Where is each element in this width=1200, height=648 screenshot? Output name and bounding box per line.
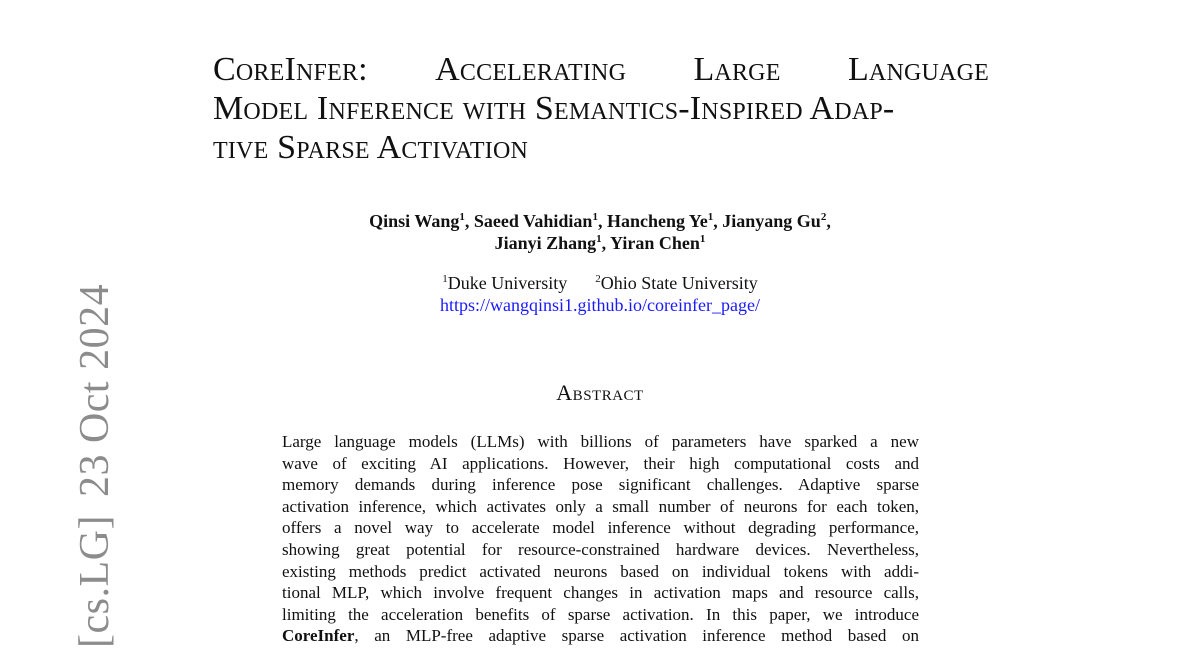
abstract-line: showing great potential for resource-constrained hardware devices. Nevertheless, [282,539,919,559]
paper-title [213,50,993,167]
author: Qinsi Wang$^1$, [369,211,474,231]
author: Yiran Chen$^1$ [610,233,706,253]
abstract-line: activation inference, which activates only a small number of neurons for each token, [282,496,919,516]
author-list [200,210,1000,254]
method-name: CoreInfer [282,626,355,646]
arxiv-stamp-area [26,0,118,648]
affiliations [200,272,1000,316]
abstract-text [282,431,919,647]
title-word: Language [847,51,989,88]
author: Hancheng Ye$^1$, [606,211,723,231]
author: Jianyang Gu$^2$, [722,211,831,231]
arxiv-category: [cs.LG] [72,515,118,648]
abstract-heading: Abstract [556,380,644,405]
author: Saeed Vahidian$^1$, [473,211,607,231]
project-page-link[interactable]: https://wangqinsi1.github.io/coreinfer_page/ [440,295,760,315]
abstract-line: offers a novel way to accelerate model inference without degrading performance, [282,518,919,538]
abstract-line: existing methods predict activated neurons based on individual tokens with addi- [282,561,919,581]
affiliation-line [200,272,1000,294]
abstract-line: CoreInfer, an MLP-free adaptive sparse activation inference method based on [282,626,919,646]
title-word: CoreInfer: [213,51,368,88]
abstract-line: wave of exciting AI applications. However, their high computational costs and [282,453,919,473]
arxiv-date: 23 Oct 2024 [72,283,118,498]
affiliation: $^1$Duke University [442,273,568,293]
affiliation: $^2$Ohio State University [595,273,758,293]
title-line-1 [213,50,989,89]
title-line-2: Model Inference with Semantics-Inspired Adap- [213,90,895,127]
title-word: Accelerating [435,51,627,88]
abstract-line: limiting the acceleration benefits of sparse activation. In this paper, we introduce [282,604,919,624]
author-line-1 [200,210,1000,232]
abstract-line: memory demands during inference pose significant challenges. Adaptive sparse [282,475,919,495]
author-line-2 [200,232,1000,254]
title-line-3: tive Sparse Activation [213,129,529,166]
arxiv-stamp [74,284,116,648]
abstract-line: tional MLP, which involve frequent changes in activation maps and resource calls, [282,583,919,603]
author: Jianyi Zhang$^1$, [494,233,611,253]
title-word: Large [693,51,781,88]
abstract-line: Large language models (LLMs) with billions of parameters have sparked a new [282,432,919,451]
